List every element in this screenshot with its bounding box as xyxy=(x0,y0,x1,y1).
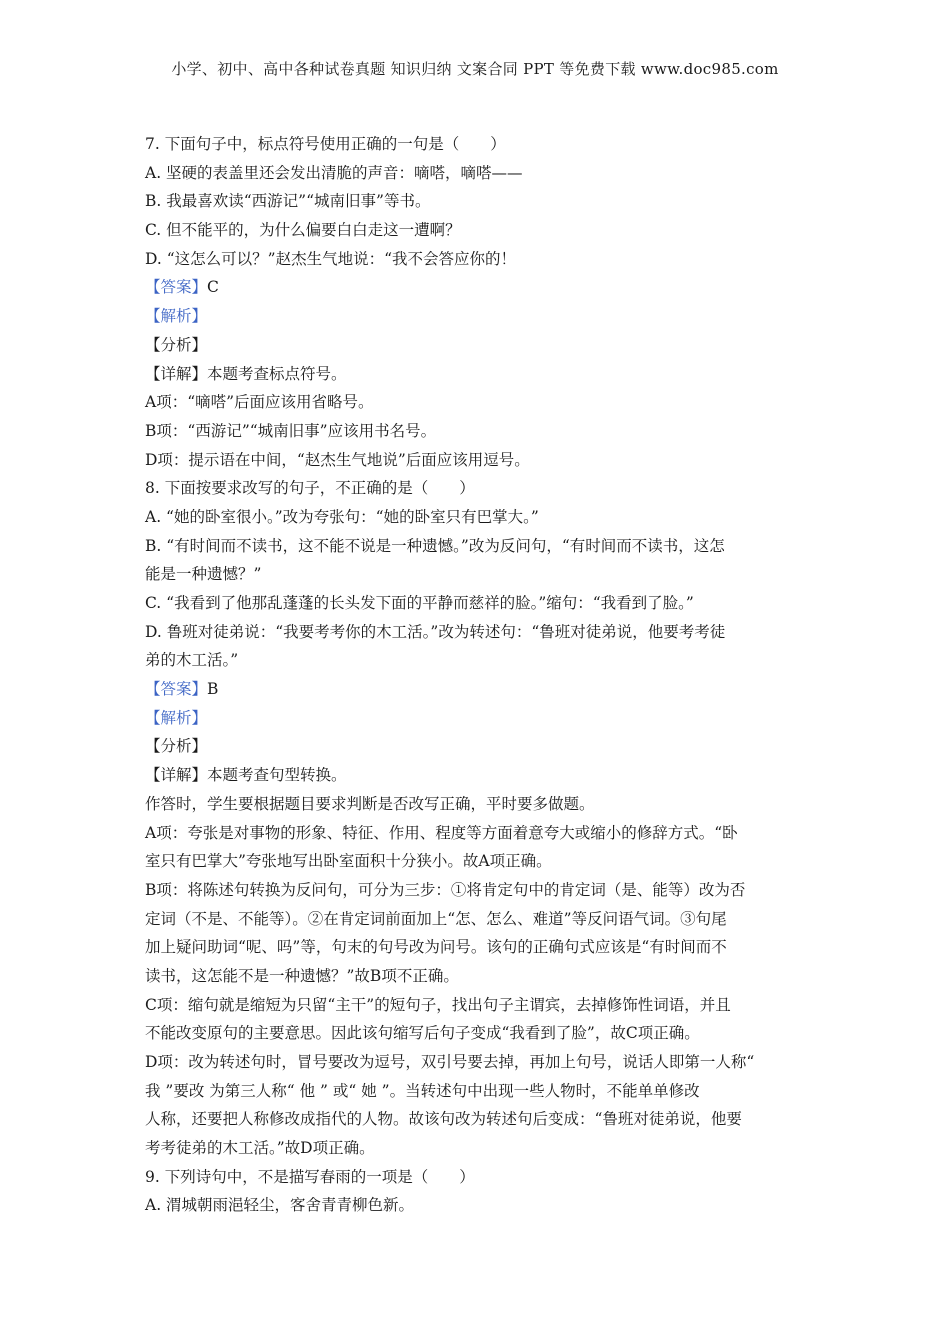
line-text: 弟的木工活。” xyxy=(145,651,239,670)
line-text: D. 鲁班对徒弟说：“我要考考你的木工活。”改为转述句：“鲁班对徒弟说，他要考考徒 xyxy=(145,622,726,641)
text-line xyxy=(145,1105,810,1134)
text-line xyxy=(145,847,810,876)
section-tag: 【分析】 xyxy=(145,335,208,354)
section-tag: 【答案】 xyxy=(145,680,208,699)
line-text: 本题考查句型转换。 xyxy=(207,766,347,785)
line-text: A. 渭城朝雨浥轻尘，客舍青青柳色新。 xyxy=(145,1196,415,1215)
text-line xyxy=(145,159,810,188)
text-line xyxy=(145,876,810,905)
line-text: 能是一种遗憾？” xyxy=(145,565,262,584)
text-line xyxy=(145,130,810,159)
section-line xyxy=(145,331,810,360)
section-line xyxy=(145,761,810,790)
section-tag: 【详解】 xyxy=(145,766,208,785)
text-line xyxy=(145,388,810,417)
line-text: D项：提示语在中间，“赵杰生气地说”后面应该用逗号。 xyxy=(145,450,530,469)
text-line xyxy=(145,446,810,475)
section-tag: 【解析】 xyxy=(145,307,208,326)
text-line xyxy=(145,1019,810,1048)
section-tag: 【答案】 xyxy=(145,278,208,297)
text-line xyxy=(145,1048,810,1077)
line-text: 考考徒弟的木工活。”故D项正确。 xyxy=(145,1139,375,1158)
line-text: 作答时，学生要根据题目要求判断是否改写正确，平时要多做题。 xyxy=(145,794,595,813)
text-line xyxy=(145,962,810,991)
text-line xyxy=(145,790,810,819)
text-line xyxy=(145,417,810,446)
text-line xyxy=(145,503,810,532)
section-line xyxy=(145,704,810,733)
line-text: A. “她的卧室很小。”改为夸张句：“她的卧室只有巴掌大。” xyxy=(145,507,539,526)
section-tag: 【解析】 xyxy=(145,708,208,727)
section-line xyxy=(145,732,810,761)
text-line xyxy=(145,933,810,962)
line-text: 定词（不是、不能等）。②在肯定词前面加上“怎、怎么、难道”等反问语气词。③句尾 xyxy=(145,909,727,928)
line-text: 室只有巴掌大”夸张地写出卧室面积十分狭小。故A项正确。 xyxy=(145,852,552,871)
line-text: C. 但不能平的，为什么偏要白白走这一遭啊？ xyxy=(145,221,461,240)
line-text: 读书，这怎能不是一种遗憾？”故B项不正确。 xyxy=(145,966,459,985)
document-body xyxy=(145,130,810,1220)
section-tag: 【分析】 xyxy=(145,737,208,756)
line-text: C项：缩句就是缩短为只留“主干”的短句子，找出句子主谓宾，去掉修饰性词语，并且 xyxy=(145,995,731,1014)
line-text: B项：将陈述句转换为反问句，可分为三步：①将肯定句中的肯定词（是、能等）改为否 xyxy=(145,880,746,899)
text-line xyxy=(145,245,810,274)
line-text: 我 ”要改 为第三人称“ 他 ” 或“ 她 ”。当转述句中出现一些人物时，不能单单修改 xyxy=(145,1081,700,1100)
text-line xyxy=(145,187,810,216)
line-text: 人称，还要把人称修改成指代的人物。故该句改为转述句后变成：“鲁班对徒弟说，他要 xyxy=(145,1110,742,1129)
text-line xyxy=(145,991,810,1020)
section-line xyxy=(145,675,810,704)
line-text: B项：“西游记”“城南旧事”应该用书名号。 xyxy=(145,421,437,440)
text-line xyxy=(145,532,810,561)
line-text: B. “有时间而不读书，这不能不说是一种遗憾。”改为反问句，“有时间而不读书，这怎 xyxy=(145,536,725,555)
section-line xyxy=(145,302,810,331)
text-line xyxy=(145,216,810,245)
line-text: 不能改变原句的主要意思。因此该句缩写后句子变成“我看到了脸”，故C项正确。 xyxy=(145,1024,700,1043)
page-header: 小学、初中、高中各种试卷真题 知识归纳 文案合同 PPT 等免费下载 www.doc985.com xyxy=(171,60,779,78)
text-line xyxy=(145,905,810,934)
text-line xyxy=(145,1134,810,1163)
line-text: D. “这怎么可以？”赵杰生气地说：“我不会答应你的！ xyxy=(145,249,517,268)
text-line xyxy=(145,1077,810,1106)
text-line xyxy=(145,646,810,675)
line-text: C xyxy=(207,278,219,297)
section-line xyxy=(145,360,810,389)
line-text: B. 我最喜欢读“西游记”“城南旧事”等书。 xyxy=(145,192,431,211)
line-text: 本题考查标点符号。 xyxy=(207,364,347,383)
line-text: D项：改为转述句时，冒号要改为逗号，双引号要去掉，再加上句号，说话人即第一人称“ xyxy=(145,1053,755,1071)
line-text: 7. 下面句子中，标点符号使用正确的一句是（ ） xyxy=(145,135,506,153)
text-line xyxy=(145,560,810,589)
section-line xyxy=(145,273,810,302)
text-line xyxy=(145,474,810,503)
line-text: 加上疑问助词“呢、吗”等，句末的句号改为问号。该句的正确句式应该是“有时间而不 xyxy=(145,938,727,957)
line-text: 8. 下面按要求改写的句子，不正确的是（ ） xyxy=(145,479,475,498)
line-text: B xyxy=(207,680,219,699)
text-line xyxy=(145,1163,810,1192)
text-line xyxy=(145,819,810,848)
line-text: C. “我看到了他那乱蓬蓬的长头发下面的平静而慈祥的脸。”缩句：“我看到了脸。” xyxy=(145,594,694,612)
section-tag: 【详解】 xyxy=(145,364,208,383)
line-text: A项：夸张是对事物的形象、特征、作用、程度等方面着意夸大或缩小的修辞方式。“卧 xyxy=(145,823,738,842)
line-text: 9. 下列诗句中，不是描写春雨的一项是（ ） xyxy=(145,1167,475,1186)
text-line xyxy=(145,618,810,647)
line-text: A项：“嘀嗒”后面应该用省略号。 xyxy=(145,393,374,412)
text-line xyxy=(145,589,810,618)
line-text: A. 坚硬的表盖里还会发出清脆的声音：嘀嗒，嘀嗒—— xyxy=(145,163,523,182)
text-line xyxy=(145,1191,810,1220)
